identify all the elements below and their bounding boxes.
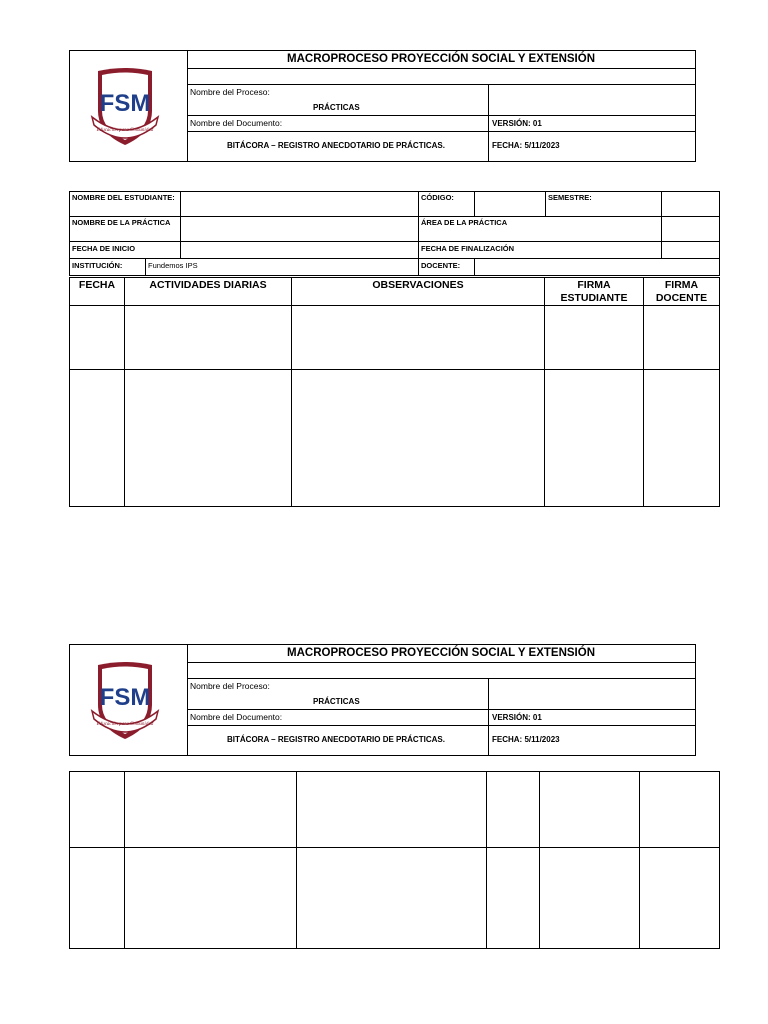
firma-docente-cell[interactable]	[640, 772, 720, 848]
firma-estudiante-cell[interactable]	[545, 370, 644, 507]
col-observaciones-header: OBSERVACIONES	[292, 278, 545, 306]
macroproceso-title: MACROPROCESO PROYECCIÓN SOCIAL Y EXTENSIÓN	[287, 53, 595, 65]
nombre-proceso-label: Nombre del Proceso:	[190, 87, 270, 97]
fsm-logo-icon	[90, 67, 160, 147]
table-row	[70, 848, 720, 949]
firma-estudiante-cell[interactable]	[540, 848, 640, 949]
docente-label: DOCENTE:	[419, 259, 475, 276]
fecha-cell[interactable]	[70, 306, 125, 370]
nombre-documento-value: BITÁCORA – REGISTRO ANECDOTARIO DE PRÁCTICAS.	[227, 141, 445, 150]
nombre-estudiante-label: NOMBRE DEL ESTUDIANTE:	[70, 192, 181, 217]
actividades-cell[interactable]	[125, 848, 297, 949]
observaciones-cell[interactable]	[297, 848, 487, 949]
firma-estudiante-cell[interactable]	[540, 772, 640, 848]
extra-cell[interactable]	[487, 848, 540, 949]
table-row	[70, 306, 720, 370]
extra-cell[interactable]	[487, 772, 540, 848]
fsm-logo-icon	[90, 661, 160, 741]
document-header-page-2	[69, 644, 696, 756]
semestre-field[interactable]	[662, 192, 720, 217]
svg-text:Educación para Comunidad: Educación para Comunidad	[96, 128, 154, 133]
actividades-cell[interactable]	[125, 772, 297, 848]
observaciones-cell[interactable]	[297, 772, 487, 848]
nombre-estudiante-field[interactable]	[181, 192, 419, 217]
fecha-inicio-label: FECHA DE INICIO	[70, 242, 181, 259]
col-firma-docente-header: FIRMA DOCENTE	[644, 278, 720, 306]
firma-docente-cell[interactable]	[644, 370, 720, 507]
observaciones-cell[interactable]	[292, 370, 545, 507]
nombre-proceso-value: PRÁCTICAS	[313, 103, 360, 112]
fecha-cell[interactable]	[70, 848, 125, 949]
svg-text:FSM: FSM	[99, 684, 151, 711]
student-info-table	[69, 191, 720, 276]
institucion-label: INSTITUCIÓN:	[70, 259, 146, 276]
fecha-cell[interactable]	[70, 370, 125, 507]
daily-log-table-page-2	[69, 771, 720, 949]
area-practica-field[interactable]	[662, 217, 720, 242]
nombre-documento-value: BITÁCORA – REGISTRO ANECDOTARIO DE PRÁCTICAS.	[227, 735, 445, 744]
institucion-value[interactable]: Fundemos IPS	[146, 259, 419, 276]
col-actividades-header: ACTIVIDADES DIARIAS	[125, 278, 292, 306]
daily-log-table	[69, 277, 720, 507]
nombre-practica-label: NOMBRE DE LA PRÁCTICA	[70, 217, 181, 242]
firma-estudiante-cell[interactable]	[545, 306, 644, 370]
svg-text:FSM: FSM	[99, 90, 151, 117]
nombre-documento-label: Nombre del Documento:	[190, 118, 283, 128]
observaciones-cell[interactable]	[292, 306, 545, 370]
area-practica-label: ÁREA DE LA PRÁCTICA	[419, 217, 662, 242]
nombre-proceso-label: Nombre del Proceso:	[190, 681, 270, 691]
logo-cell	[70, 51, 188, 161]
col-fecha-header: FECHA	[70, 278, 125, 306]
version-value: VERSIÓN: 01	[492, 119, 542, 128]
fecha-value: FECHA: 5/11/2023	[492, 735, 560, 744]
nombre-documento-label: Nombre del Documento:	[190, 712, 283, 722]
actividades-cell[interactable]	[125, 306, 292, 370]
fecha-inicio-field[interactable]	[181, 242, 419, 259]
table-row	[70, 772, 720, 848]
codigo-label: CÓDIGO:	[419, 192, 475, 217]
fecha-finalizacion-field[interactable]	[662, 242, 720, 259]
firma-docente-cell[interactable]	[640, 848, 720, 949]
nombre-proceso-value: PRÁCTICAS	[313, 697, 360, 706]
nombre-practica-field[interactable]	[181, 217, 419, 242]
docente-field[interactable]	[475, 259, 720, 276]
svg-text:Educación para Comunidad: Educación para Comunidad	[96, 722, 154, 727]
logo-cell	[70, 645, 188, 755]
actividades-cell[interactable]	[125, 370, 292, 507]
fecha-value: FECHA: 5/11/2023	[492, 141, 560, 150]
fecha-cell[interactable]	[70, 772, 125, 848]
fecha-finalizacion-label: FECHA DE FINALIZACIÓN	[419, 242, 662, 259]
col-firma-estudiante-header: FIRMA ESTUDIANTE	[545, 278, 644, 306]
macroproceso-title: MACROPROCESO PROYECCIÓN SOCIAL Y EXTENSIÓN	[287, 647, 595, 659]
codigo-field[interactable]	[475, 192, 546, 217]
firma-docente-cell[interactable]	[644, 306, 720, 370]
version-value: VERSIÓN: 01	[492, 713, 542, 722]
semestre-label: SEMESTRE:	[546, 192, 662, 217]
document-header	[69, 50, 696, 162]
table-row	[70, 370, 720, 507]
